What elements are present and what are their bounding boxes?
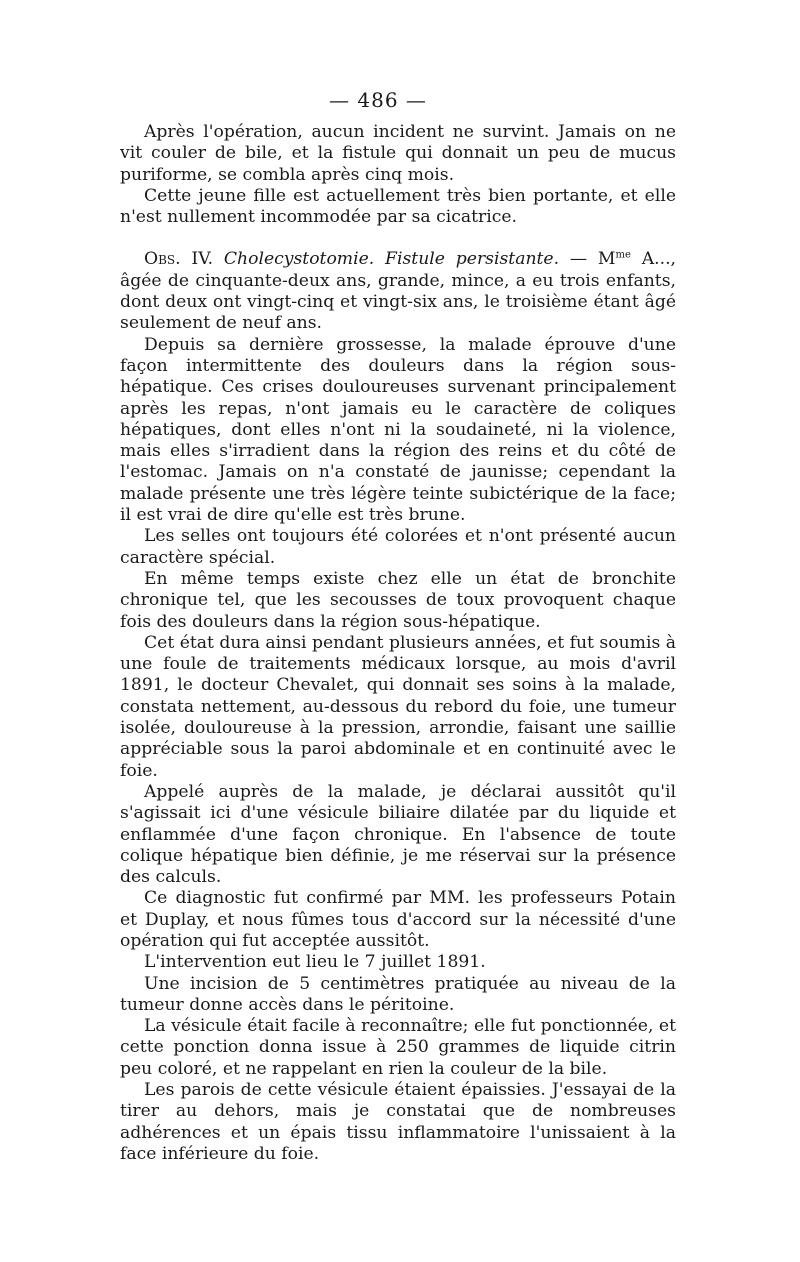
body-paragraph-4: Cet état dura ainsi pendant plusieurs années, et fut soumis à une foule de traitements médicaux lorsque, au mois d'avril 1891, le docteur Chevalet, qui donnait ses soins à la malade, constata nettement, au-dessous du rebord du foie, une tumeur isolée, douloureuse à la pression, arrondie, faisant une saillie appréciable sous la paroi abdominale et en continuité avec le foie. [120, 632, 676, 781]
body-paragraph-9: La vésicule était facile à reconnaître; elle fut ponctionnée, et cette ponction donna issue à 250 grammes de liquide citrin peu coloré, et ne rappelant en rien la couleur de la bile. [120, 1016, 676, 1079]
observation-title: Cholecystotomie. Fistule persistante. [223, 249, 560, 270]
paragraph-2: Cette jeune fille est actuellement très bien portante, et elle n'est nullement incommodée par sa cicatrice. [120, 185, 676, 228]
body-paragraph-6: Ce diagnostic fut confirmé par MM. les professeurs Potain et Duplay, et nous fûmes tous d'accord sur la nécessité d'une opération qui fut acceptée aussitôt. [120, 888, 676, 951]
body-paragraph-3: En même temps existe chez elle un état de bronchite chronique tel, que les secousses de toux provoquent chaque fois des douleurs dans la région sous-hépatique. [120, 568, 676, 632]
document-page [120, 88, 676, 1165]
observation-dash: — M [559, 249, 616, 270]
body-paragraph-7: L'intervention eut lieu le 7 juillet 1891. [144, 952, 486, 973]
page-number: — 486 — [329, 88, 427, 112]
section-gap [120, 228, 676, 249]
body-paragraph-10: Les parois de cette vésicule étaient épaissies. J'essayai de la tirer au dehors, mais je constatai que de nombreuses adhérences et un épais tissu inflammatoire l'unissaient à la face inférieure du foie. [120, 1080, 676, 1164]
body-paragraph-1: Depuis sa dernière grossesse, la malade éprouve d'une façon intermittente des douleurs dans la région sous-hépatique. Ces crises douloureuses survenant principalement après les repas, n'ont jamais eu le caractère de coliques hépatiques, dont elles n'ont ni la soudaineté, ni la violence, mais elles s'irradient dans la région des reins et du côté de l'estomac. Jamais on n'a constaté de jaunisse; cependant la malade présente une très légère teinte subictérique de la face; il est vrai de dire qu'elle est très brune. [120, 334, 676, 526]
paragraph-1: Après l'opération, aucun incident ne survint. Jamais on ne vit couler de bile, et la fistule qui donnait un peu de mucus puriforme, se combla après cinq mois. [120, 122, 676, 185]
observation-heading [120, 249, 676, 334]
observation-sup: me [615, 249, 631, 261]
body-paragraph-5: Appelé auprès de la malade, je déclarai aussitôt qu'il s'agissait ici d'une vésicule biliaire dilatée par du liquide et enflammée d'une façon chronique. En l'absence de toute colique hépatique bien définie, je me réservai sur la présence des calculs. [120, 781, 676, 888]
body-paragraph-2: Les selles ont toujours été colorées et n'ont présenté aucun caractère spécial. [120, 526, 676, 568]
observation-label: Obs. IV. [144, 249, 214, 270]
body-paragraph-8: Une incision de 5 centimètres pratiquée au niveau de la tumeur donne accès dans le péritoine. [120, 973, 676, 1015]
observation-rest: A..., âgée de cinquante-deux ans, grande, mince, a eu trois enfants, dont deux ont vingt-cinq et vingt-six ans, le troisième étant âgé seulement de neuf ans. [120, 249, 676, 334]
